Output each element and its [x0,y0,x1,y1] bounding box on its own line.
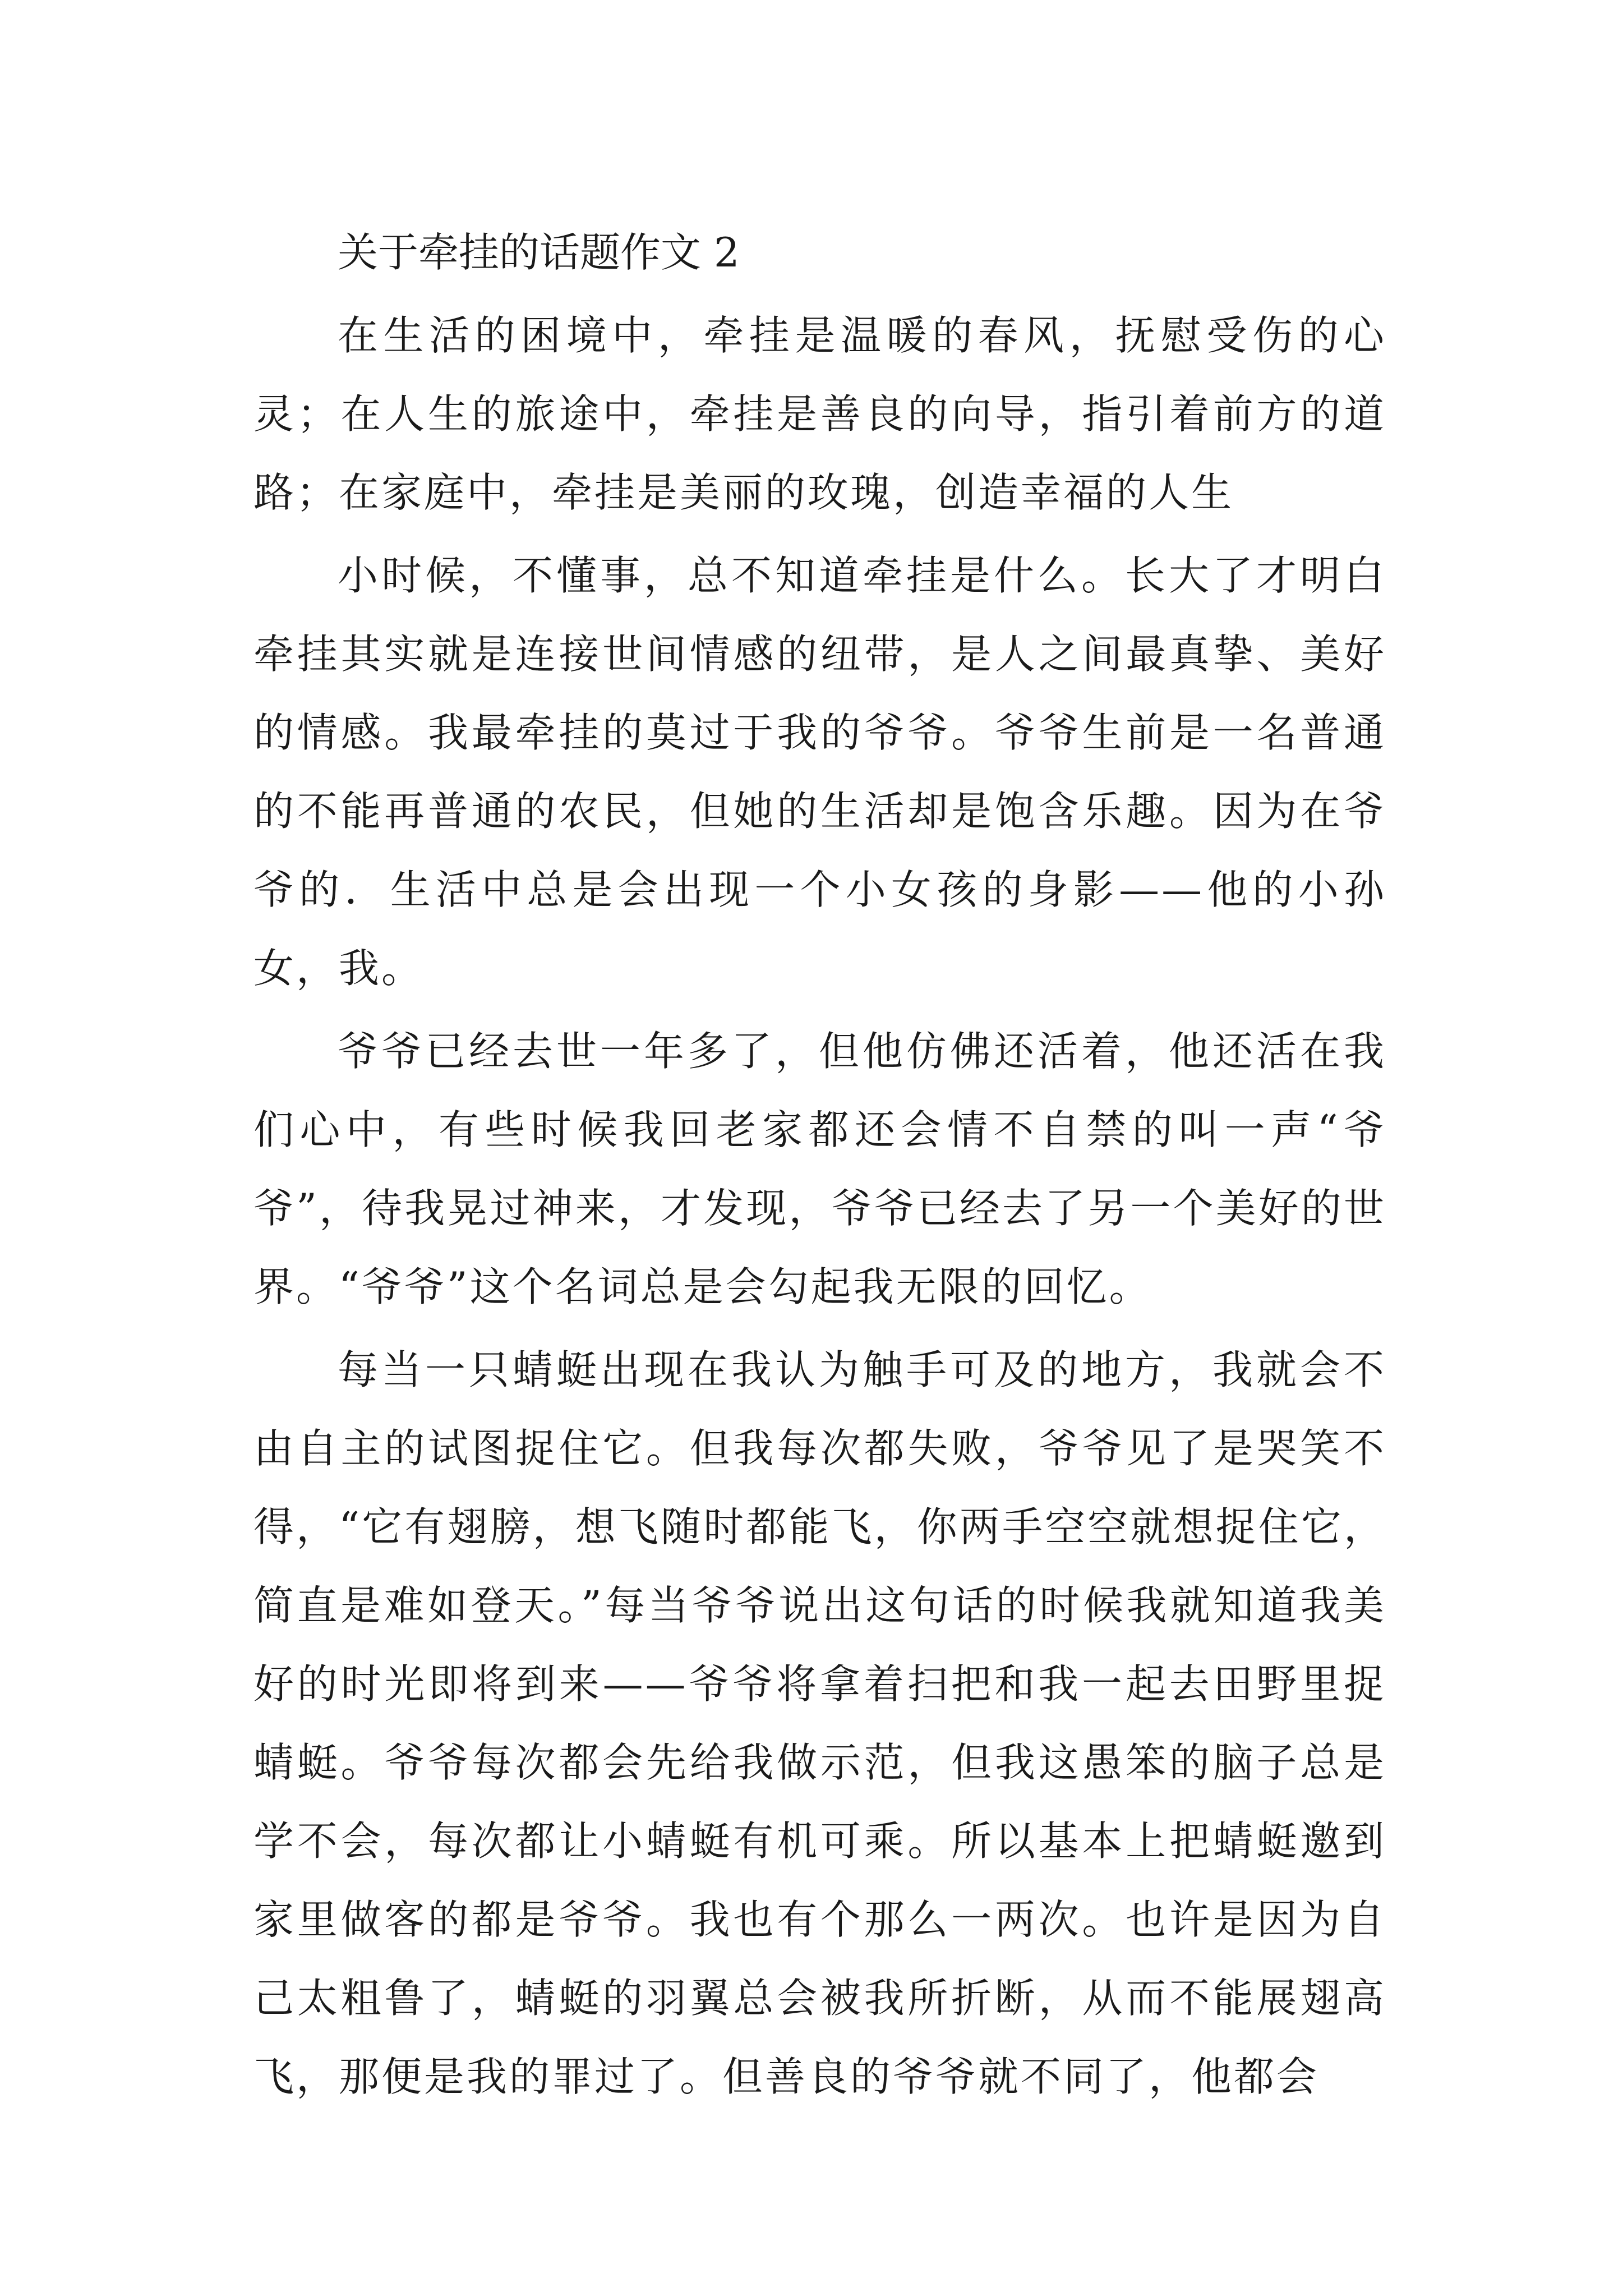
essay-title: 关于牵挂的话题作文 2 [338,229,740,276]
paragraph-2: 小时候，不懂事，总不知道牵挂是什么。长大了才明白牵挂其实就是连接世间情感的纽带，是人之间最真挚、美好的情感。我最牵挂的莫过于我的爷爷。爷爷生前是一名普通的不能再普通的农民，但她的生活却是饱含乐趣。因为在爷爷的．生活中总是会出现一个小女孩的身影——他的小孙女，我。 [253,552,1386,992]
paragraph-4: 每当一只蜻蜓出现在我认为触手可及的地方，我就会不由自主的试图捉住它。但我每次都失败，爷爷见了是哭笑不得，“它有翅膀，想飞随时都能飞，你两手空空就想捉住它，简直是难如登天。”每当爷爷说出这句话的时候我就知道我美好的时光即将到来——爷爷将拿着扫把和我一起去田野里捉蜻蜓。爷爷每次都会先给我做示范，但我这愚笨的脑子总是学不会，每次都让小蜻蜓有机可乘。所以基本上把蜻蜓邀到家里做客的都是爷爷。我也有个那么一两次。也许是因为自己太粗鲁了，蜻蜓的羽翼总会被我所折断，从而不能展翅高飞，那便是我的罪过了。但善良的爷爷就不同了，他都会 [253,1346,1386,2100]
essay-body [253,213,1386,2116]
paragraph-1: 在生活的困境中，牵挂是温暖的春风，抚慰受伤的心灵；在人生的旅途中，牵挂是善良的向导，指引着前方的道路；在家庭中，牵挂是美丽的玫瑰，创造幸福的人生 [253,312,1386,516]
paragraph-3: 爷爷已经去世一年多了，但他仿佛还活着，他还活在我们心中，有些时候我回老家都还会情不自禁的叫一声“爷爷”，待我晃过神来，才发现，爷爷已经去了另一个美好的世界。“爷爷”这个名词总是会勾起我无限的回忆。 [253,1028,1386,1310]
